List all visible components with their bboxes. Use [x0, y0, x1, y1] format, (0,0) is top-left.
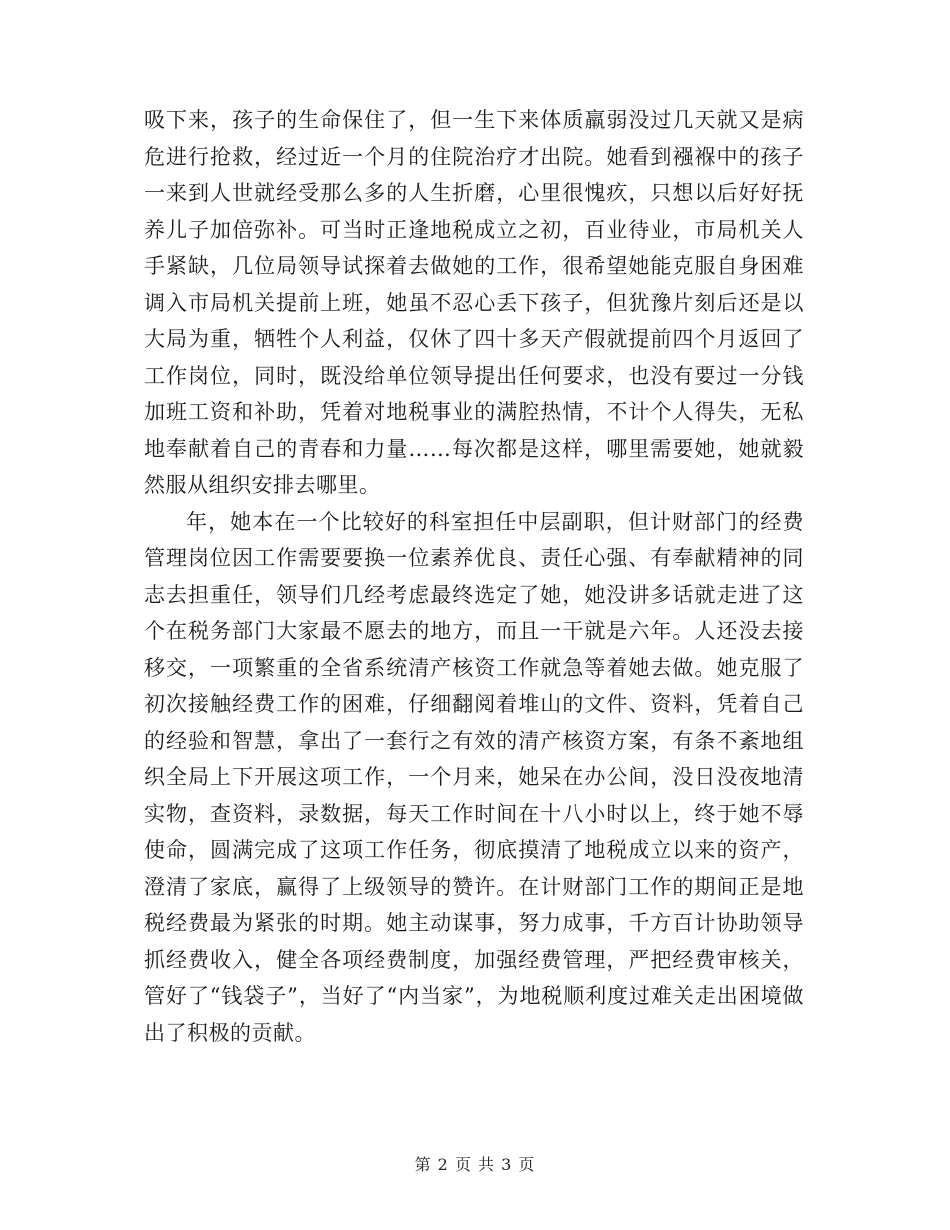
paragraph-1: 吸下来，孩子的生命保住了，但一生下来体质羸弱没过几天就又是病危进行抢救，经过近一个月的住院治疗才出院。她看到襁褓中的孩子一来到人世就经受那么多的人生折磨，心里很愧疚，只想以后好好抚养儿子加倍弥补。可当时正逢地税成立之初，百业待业，市局机关人手紧缺，几位局领导试探着去做她的工作，很希望她能克服自身困难调入市局机关提前上班，她虽不忍心丢下孩子，但犹豫片刻后还是以大局为重，牺牲个人利益，仅休了四十多天产假就提前四个月返回了工作岗位，同时，既没给单位领导提出任何要求，也没有要过一分钱加班工资和补助，凭着对地税事业的满腔热情，不计个人得失，无私地奉献着自己的青春和力量……每次都是这样，哪里需要她，她就毅然服从组织安排去哪里。	[144, 108, 804, 497]
document-body	[144, 102, 804, 1051]
footer-prefix: 第	[414, 1155, 432, 1174]
footer-suffix: 页	[518, 1155, 536, 1174]
paragraph-2: 年，她本在一个比较好的科室担任中层副职，但计财部门的经费管理岗位因工作需要要换一位素养优良、责任心强、有奉献精神的同志去担重任，领导们几经考虑最终选定了她，她没讲多话就走进了这个在税务部门大家最不愿去的地方，而且一干就是六年。人还没去接移交，一项繁重的全省系统清产核资工作就急等着她去做。她克服了初次接触经费工作的困难，仔细翻阅着堆山的文件、资料，凭着自己的经验和智慧，拿出了一套行之有效的清产核资方案，有条不紊地组织全局上下开展这项工作，一个月来，她呆在办公间，没日没夜地清实物，查资料，录数据，每天工作时间在十八小时以上，终于她不辱使命，圆满完成了这项工作任务，彻底摸清了地税成立以来的资产，澄清了家底，赢得了上级领导的赞许。在计财部门工作的期间正是地税经费最为紧张的时期。她主动谋事，努力成事，千方百计协助领导抓经费收入，健全各项经费制度，加强经费管理，严把经费审核关，管好了“钱袋子”，当好了“内当家”，为地税顺利度过难关走出困境做出了积极的贡献。	[144, 509, 804, 1045]
footer-total-pages: 3	[501, 1155, 513, 1174]
footer-middle: 页 共	[454, 1155, 496, 1174]
page-footer	[0, 1152, 950, 1175]
footer-page-number: 2	[437, 1155, 449, 1174]
